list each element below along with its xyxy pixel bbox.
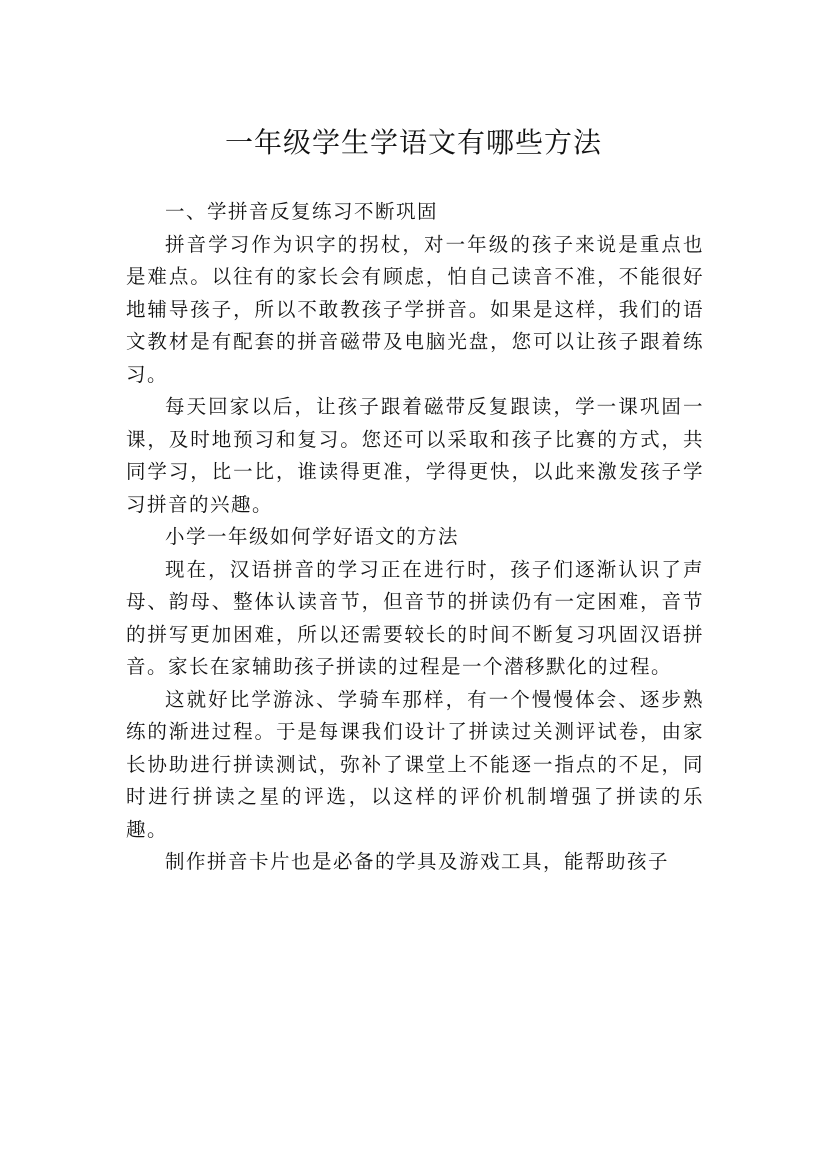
document-body <box>126 196 704 879</box>
body-paragraph: 制作拼音卡片也是必备的学具及游戏工具，能帮助孩子 <box>165 850 670 873</box>
body-paragraph: 每天回家以后，让孩子跟着磁带反复跟读，学一课巩固一课，及时地预习和复习。您还可以采取和孩子比赛的方式，共同学习，比一比，谁读得更准，学得更快，以此来激发孩子学习拼音的兴趣。 <box>126 395 704 516</box>
body-paragraph: 现在，汉语拼音的学习正在进行时，孩子们逐渐认识了声母、韵母、整体认读音节，但音节的拼读仍有一定困难，音节的拼写更加困难，所以还需要较长的时间不断复习巩固汉语拼音。家长在家辅助孩子拼读的过程是一个潜移默化的过程。 <box>126 557 704 678</box>
body-paragraph: 这就好比学游泳、学骑车那样，有一个慢慢体会、逐步熟练的渐进过程。于是每课我们设计了拼读过关测评试卷，由家长协助进行拼读测试，弥补了课堂上不能逐一指点的不足，同时进行拼读之星的评选，以这样的评价机制增强了拼读的乐趣。 <box>126 687 704 841</box>
section-heading-methods: 小学一年级如何学好语文的方法 <box>165 525 460 548</box>
document-title: 一年级学生学语文有哪些方法 <box>224 125 602 159</box>
body-paragraph: 拼音学习作为识字的拐杖，对一年级的孩子来说是重点也是难点。以往有的家长会有顾虑，怕自己读音不准，不能很好地辅导孩子，所以不敢教孩子学拼音。如果是这样，我们的语文教材是有配套的拼音磁带及电脑光盘，您可以让孩子跟着练习。 <box>126 232 704 386</box>
section-heading-pinyin: 一、学拼音反复练习不断巩固 <box>165 200 439 223</box>
